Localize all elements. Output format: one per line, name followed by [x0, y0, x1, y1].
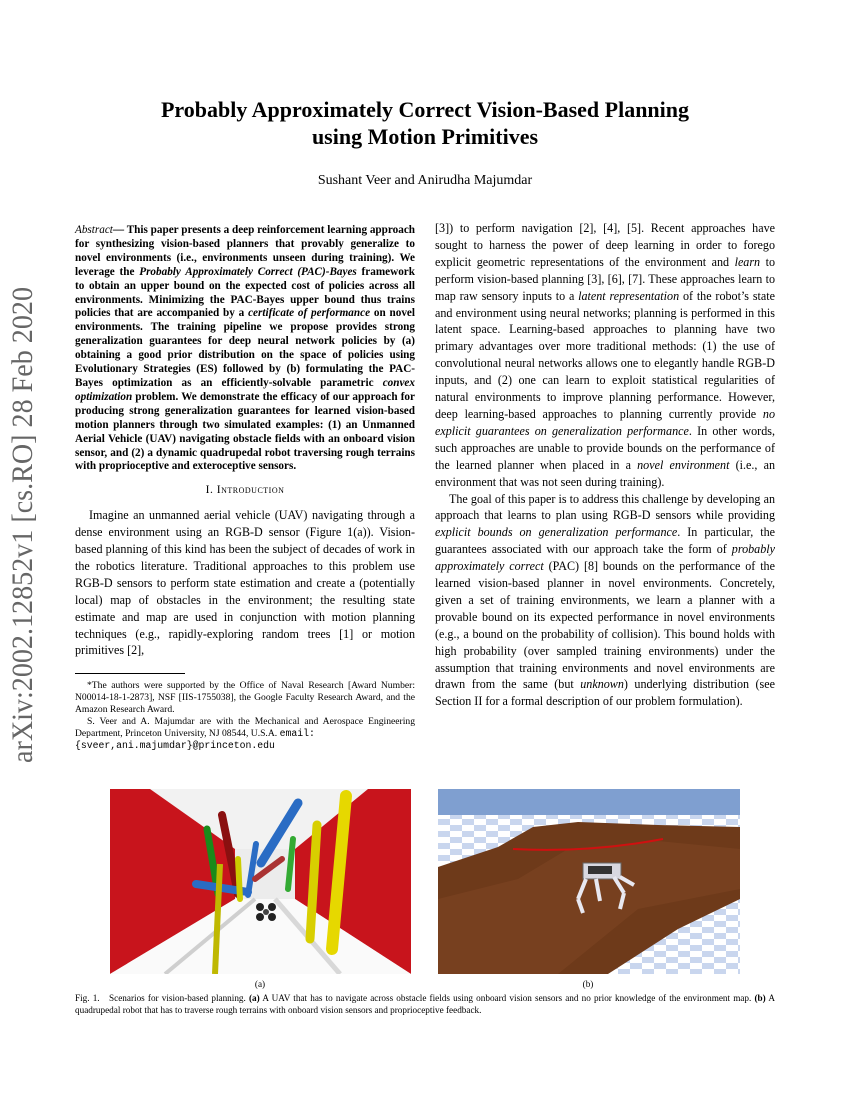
- footnote-funding: *The authors were supported by the Office of Naval Research [Award Number: N00014-18-1-2873], NSF [IIS-1755038], the Google Faculty Research Award, and the Amazon Research Award.: [75, 680, 415, 716]
- arxiv-stamp-text: arXiv:2002.12852v1 [cs.RO] 28 Feb 2020: [6, 285, 39, 763]
- section-heading-introduction: I. Introduction: [205, 483, 285, 497]
- author-emails[interactable]: {sveer,ani.majumdar}@princeton.edu: [75, 740, 275, 752]
- footnote-divider: [75, 673, 185, 674]
- title-line-2: using Motion Primitives: [311, 124, 539, 149]
- sky-band: [438, 789, 740, 815]
- title-line-1: Probably Approximately Correct Vision-Based Planning: [160, 97, 690, 122]
- arxiv-stamp: [2, 285, 42, 765]
- figure-quadruped-scene: [438, 789, 740, 974]
- figure-label-a: (a): [254, 979, 266, 989]
- left-column: [75, 224, 415, 752]
- intro-paragraph: Imagine an unmanned aerial vehicle (UAV) navigating through a dense environment using an RGB-D sensor (Figure 1(a)). Vision-based planning of this kind has been the subject of decades of work in the robotics literature. Traditional approaches to this problem use RGB-D sensors to perform state estimation and create a (potentially local) map of obstacles in the environment; the resulting state estimate and map are used in conjunction with motion planning techniques (e.g., rapidly-exploring random trees [1] or motion primitives [2],: [75, 508, 415, 658]
- paper-title: [80, 96, 770, 150]
- abstract: Abstract— This paper presents a deep reinforcement learning approach for synthesizing vision-based planners that provably generalize to novel environments (i.e., environments unseen during training). We leverage the Probably Approximately Correct (PAC)-Bayes framework to obtain an upper bound on the expected cost of policies across all environments. Minimizing the PAC-Bayes upper bound thus trains policies that are accompanied by a certificate of performance on novel environments. The training pipeline we propose provides strong generalization guarantees for deep neural network policies by (a) obtaining a good prior distribution on the space of policies using Evolutionary Strategies (ES) followed by (b) formulating the PAC-Bayes optimization as an efficiently-solvable parametric convex optimization problem. We demonstrate the efficacy of our approach for producing strong generalization guarantees for learned vision-based motion planners through two simulated examples: (1) an Unmanned Aerial Vehicle (UAV) navigating obstacle fields with an onboard vision sensor, and (2) a dynamic quadrupedal robot traversing rough terrains with proprioceptive and exteroceptive sensors.: [75, 224, 416, 473]
- figure-label-b: (b): [582, 979, 594, 989]
- figure-caption: Fig. 1. Scenarios for vision-based planning. (a) A UAV that has to navigate across obstacle fields using onboard vision sensors and no prior knowledge of the environment map. (b) A quadrupedal robot that has to traverse rough terrains with onboard vision sensors and proprioceptive feedback.: [75, 993, 775, 1015]
- email-label: email:: [279, 728, 315, 740]
- intro-continuation-paragraph: [3]) to perform navigation [2], [4], [5]. Recent approaches have sought to harness the power of deep learning in order to forego explicit geometric representations of the environment and learn to perform vision-based planning [3], [6], [7]. These approaches learn to map raw sensory inputs to a latent representation of the robot’s state and environment using neural networks; planning is performed in this latent space. Learning-based approaches to planning have two primary advantages over more traditional methods: (1) the use of convolutional neural networks allows one to elegantly handle RGB-D inputs, and (2) one can learn to exploit statistical regularities of natural environments to improve planning performance. However, deep learning-based approaches to planning currently provide no explicit guarantees on generalization performance. In other words, such approaches are unable to provide bounds on the performance of the learned planner when placed in a novel environment (i.e., an environment that was not seen during training).: [435, 221, 775, 489]
- goal-paragraph: The goal of this paper is to address this challenge by developing an approach that learns to plan using RGB-D sensors while providing explicit bounds on generalization performance. In particular, the guarantees associated with our approach take the form of probably approximately correct (PAC) [8] bounds on the performance of the learned vision-based planner in novel environments. Concretely, given a set of training environments, we learn a planner with a provable bound on its expected performance in novel environments (e.g., a bound on the probability of collision). This bound holds with high probability (over sampled training environments) under the assumption that training environments and novel environments are drawn from the same (but unknown) underlying distribution (see Section II for a formal description of our problem formulation).: [435, 491, 776, 709]
- figure-uav-scene: [110, 789, 411, 974]
- obstacle-pole: [238, 859, 240, 899]
- right-column: [435, 220, 775, 710]
- footnote-affiliation: S. Veer and A. Majumdar are with the Mechanical and Aerospace Engineering Department, Princeton University, NJ 08544, U.S.A. email: {sveer,ani.majumdar}@princeton.edu: [75, 716, 415, 752]
- authors: Sushant Veer and Anirudha Majumdar: [317, 173, 533, 188]
- abstract-label: Abstract: [75, 224, 113, 236]
